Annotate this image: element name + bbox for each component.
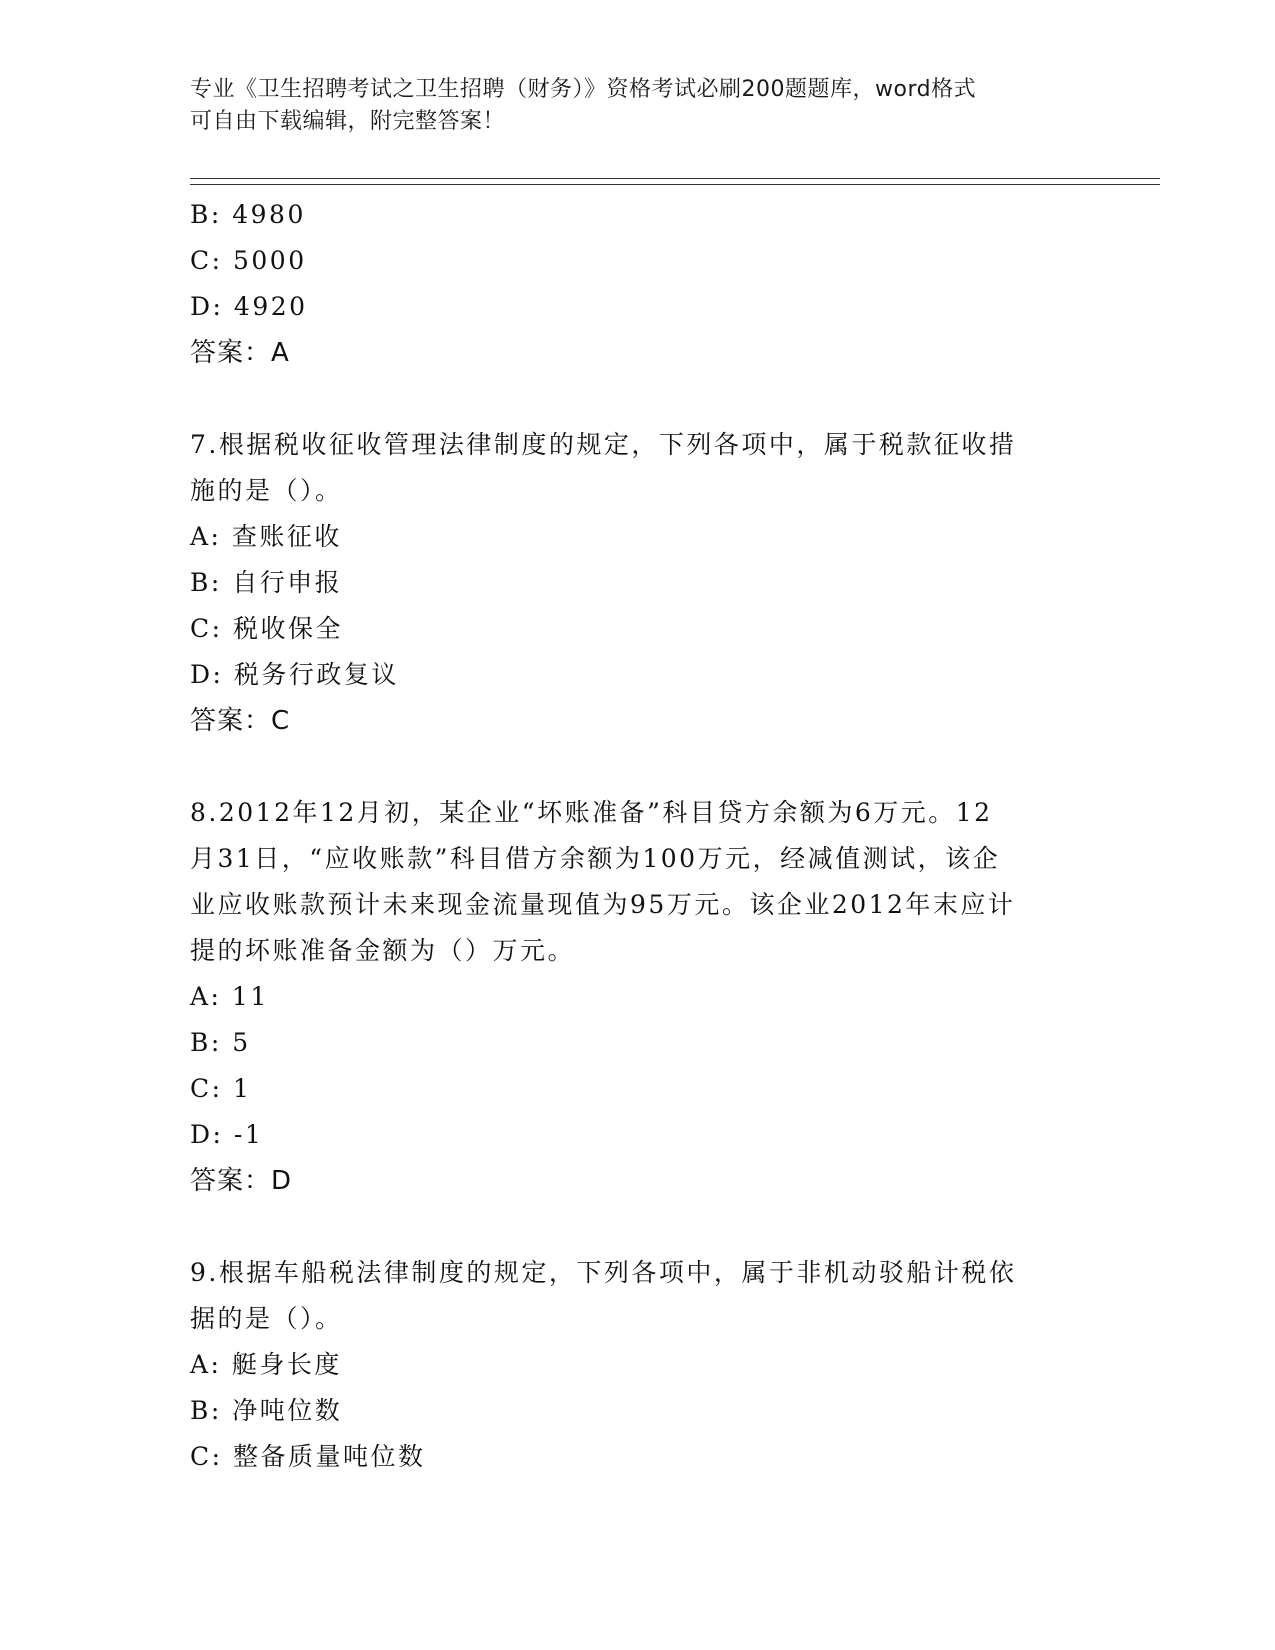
question-stem-line: 8.2012年12月初，某企业“坏账准备”科目贷方余额为6万元。12	[190, 798, 993, 827]
spacer	[190, 1204, 1090, 1250]
option-a: A: 11	[190, 982, 269, 1011]
answer-line: 答案：D	[190, 1166, 293, 1196]
question-stem-line: 7.根据税收征收管理法律制度的规定，下列各项中，属于税款征收措	[190, 430, 1017, 459]
header-divider-top	[190, 178, 1160, 179]
option-c: C: 整备质量吨位数	[190, 1442, 426, 1471]
answer-line: 答案：C	[190, 706, 291, 736]
question-stem-line: 9.根据车船税法律制度的规定，下列各项中，属于非机动驳船计税依	[190, 1258, 1017, 1287]
question-stem-line: 施的是（）。	[190, 476, 343, 505]
question-list	[190, 192, 1090, 1480]
answer-line: 答案：A	[190, 338, 290, 368]
header-divider-bottom	[190, 184, 1160, 185]
spacer	[190, 744, 1090, 790]
option-d: D: 税务行政复议	[190, 660, 399, 689]
document-header	[190, 74, 1080, 138]
option-c: C: 税收保全	[190, 614, 343, 643]
option-a: A: 查账征收	[190, 522, 342, 551]
header-title-line-2: 可自由下载编辑，附完整答案！	[190, 109, 506, 134]
option-d: D: 4920	[190, 292, 308, 321]
option-b: B: 5	[190, 1028, 251, 1057]
question-8	[190, 790, 1090, 1204]
option-c: C: 1	[190, 1074, 252, 1103]
question-9	[190, 1250, 1090, 1480]
option-b: B: 自行申报	[190, 568, 343, 597]
question-stem-line: 提的坏账准备金额为（）万元。	[190, 936, 576, 965]
question-stem-line: 据的是（）。	[190, 1304, 343, 1333]
question-stem-line: 月31日，“应收账款”科目借方余额为100万元，经减值测试，该企	[190, 844, 1001, 873]
option-d: D: -1	[190, 1120, 264, 1149]
option-b: B: 净吨位数	[190, 1396, 343, 1425]
option-a: A: 艇身长度	[190, 1350, 342, 1379]
question-stem-line: 业应收账款预计未来现金流量现值为95万元。该企业2012年末应计	[190, 890, 1016, 919]
header-title-line-1: 专业《卫生招聘考试之卫生招聘（财务）》资格考试必刷200题题库，word格式	[190, 77, 977, 102]
question-6-tail	[190, 192, 1090, 376]
option-b: B: 4980	[190, 200, 306, 229]
option-c: C: 5000	[190, 246, 307, 275]
question-7	[190, 422, 1090, 744]
spacer	[190, 376, 1090, 422]
